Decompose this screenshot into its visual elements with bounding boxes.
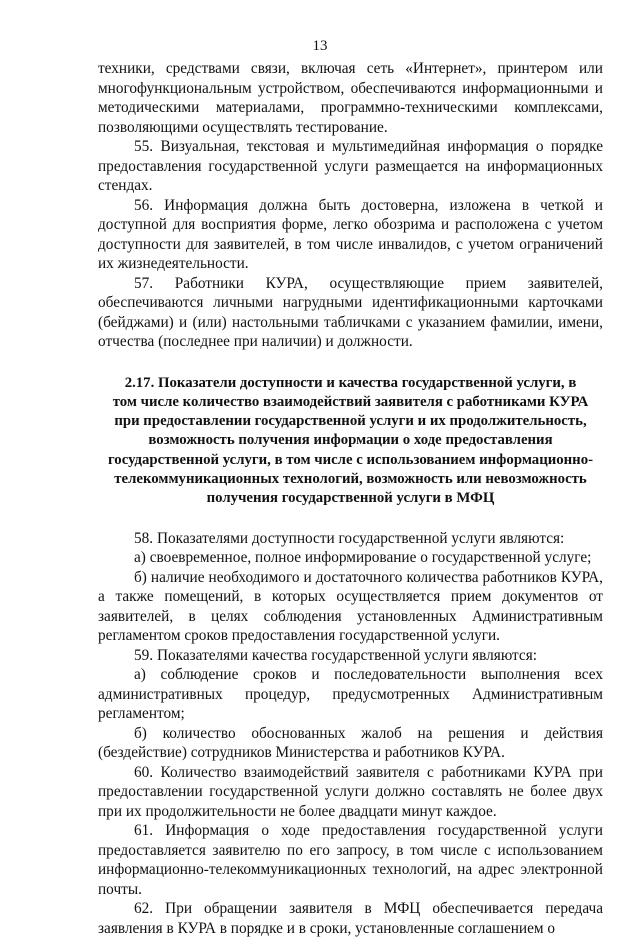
paragraph-55: 55. Визуальная, текстовая и мультимедийная информация о порядке предоставления государственной услуги размещается на информационных стендах.: [98, 138, 603, 194]
paragraph-57: 57. Работники КУРА, осуществляющие прием заявителей, обеспечиваются личными нагрудными идентификационными карточками (бейджами) и (или) настольными табличками с указанием фамилии, имени, отчества (последнее при наличии) и должности.: [98, 274, 603, 350]
paragraph-56: 56. Информация должна быть достоверна, изложена в четкой и доступной для восприятия форме, легко обозрима и расположена с учетом доступности для заявителей, в том числе инвалидов, с учетом ограничений их жизнедеятельности.: [98, 196, 603, 272]
document-body: [98, 59, 603, 938]
paragraph-continuation: техники, средствами связи, включая сеть «Интернет», принтером или многофункциональным устройством, обеспечиваются информационными и методическими материалами, программно-техническими комплексами, позволяющими осуществлять тестирование.: [98, 60, 603, 136]
heading-line: том числе количество взаимодействий заявителя с работниками КУРА: [112, 393, 589, 410]
heading-line: государственной услуги, в том числе с использованием информационно-: [107, 451, 594, 468]
paragraph-60: 60. Количество взаимодействий заявителя с работниками КУРА при предоставлении государственной услуги должно составлять не более двух при их продолжительности не более двадцати минут каждое.: [98, 763, 603, 820]
paragraph-58: 58. Показателями доступности государственной услуги являются:: [134, 529, 565, 547]
section-heading-2-17: [98, 374, 603, 509]
heading-line: телекоммуникационных технологий, возможность или невозможность: [114, 470, 587, 487]
heading-line: получения государственной услуги в МФЦ: [206, 490, 495, 507]
heading-line: возможность получения информации о ходе предоставления: [148, 432, 553, 449]
paragraph-58-a: а) своевременное, полное информирование о государственной услуге;: [134, 549, 592, 567]
paragraph-59-b: б) количество обоснованных жалоб на решения и действия (бездействие) сотрудников Министерства и работников КУРА.: [98, 724, 603, 762]
paragraph-59-a: а) соблюдение сроков и последовательности выполнения всех административных процедур, предусмотренных Административным регламентом;: [98, 666, 603, 723]
paragraph-58-b: б) наличие необходимого и достаточного количества работников КУРА, а также помещений, в которых осуществляется прием документов от заявителей, в целях соблюдения установленных Административным регламентом сроков предоставления государственной услуги.: [98, 568, 603, 645]
heading-line: при предоставлении государственной услуги и их продолжительность,: [114, 413, 587, 430]
paragraph-59: 59. Показателями качества государственной услуги являются:: [134, 646, 537, 664]
paragraph-62: 62. При обращении заявителя в МФЦ обеспечивается передача заявления в КУРА в порядке и в сроки, установленные соглашением о: [98, 900, 603, 937]
paragraphs-before: [98, 59, 603, 352]
heading-line: 2.17. Показатели доступности и качества государственной услуги, в: [124, 374, 577, 391]
page-number: 13: [312, 38, 328, 54]
paragraphs-after: [98, 529, 603, 938]
paragraph-61: 61. Информация о ходе предоставления государственной услуги предоставляется заявителю по его запросу, в том числе с использованием информационно-телекоммуникационных технологий, на адрес электронной почты.: [98, 822, 603, 898]
